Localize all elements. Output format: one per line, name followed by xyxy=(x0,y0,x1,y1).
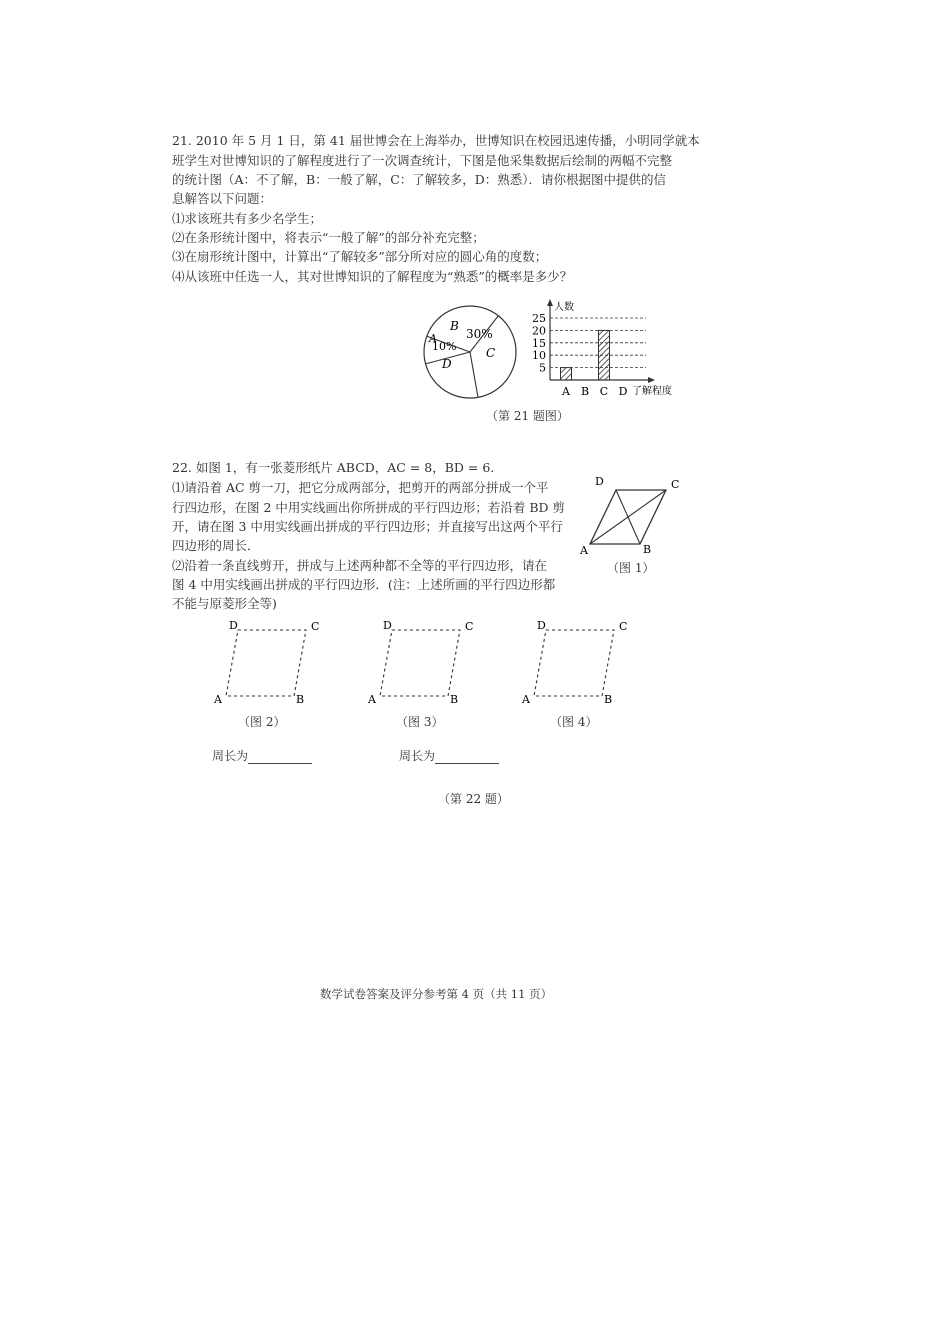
fig4-label-b: B xyxy=(604,693,613,706)
dashed-parallelogram xyxy=(226,630,306,696)
fig4-caption: （图 4） xyxy=(550,715,598,729)
fig3-caption: （图 3） xyxy=(396,715,444,729)
fig3-label-a: A xyxy=(368,693,376,706)
fig1-label-d: D xyxy=(595,475,604,488)
bar-a xyxy=(561,368,572,380)
y-tick-labels xyxy=(532,312,546,375)
q21-line: 的统计图（A：不了解，B：一般了解，C：了解较多，D：熟悉）．请你根据图中提供的信 xyxy=(172,172,667,187)
y-tick-label: 5 xyxy=(539,361,546,375)
fig3-label-c: C xyxy=(465,620,474,633)
dashed-parallelogram xyxy=(534,630,614,696)
y-tick-label: 25 xyxy=(532,312,546,325)
q21-line: ⑵在条形统计图中，将表示“一般了解”的部分补充完整； xyxy=(172,230,485,245)
x-tick-label: C xyxy=(599,385,609,398)
fig1-caption: （图 1） xyxy=(607,561,655,575)
x-tick-labels xyxy=(561,385,628,398)
q22-caption: （第 22 题） xyxy=(438,792,509,806)
fig3-label-d: D xyxy=(383,619,392,632)
q21-caption: （第 21 题图） xyxy=(486,409,569,423)
q22-line: 不能与原菱形全等) xyxy=(172,596,277,611)
q22-line: 四边形的周长． xyxy=(172,538,260,553)
x-tick-label: B xyxy=(580,385,590,398)
x-axis-arrow xyxy=(648,377,655,383)
q22-line: ⑵沿着一条直线剪开，拼成与上述两种都不全等的平行四边形，请在 xyxy=(172,558,548,573)
q21-line: 班学生对世博知识的了解程度进行了一次调查统计，下图是他采集数据后绘制的两幅不完整 xyxy=(172,153,673,168)
perimeter-blank[interactable] xyxy=(435,751,499,764)
perimeter-label: 周长为 xyxy=(212,749,249,763)
pie-label-d: D xyxy=(442,357,452,371)
q21-line: 息解答以下问题： xyxy=(172,191,273,206)
pie-divider xyxy=(470,352,478,397)
fig4-parallelogram xyxy=(520,616,640,706)
q22-line: 行四边形，在图 2 中用实线画出你所拼成的平行四边形；若沿着 BD 剪 xyxy=(172,500,566,515)
x-tick-label: D xyxy=(618,385,628,398)
fig1-rhombus xyxy=(578,472,688,556)
q22-line: 22. 如图 1，有一张菱形纸片 ABCD，AC = 8，BD = 6． xyxy=(172,460,503,475)
q21-line: ⑷从该班中任选一人，其对世博知识的了解程度为“熟悉”的概率是多少？ xyxy=(172,269,573,284)
fig2-parallelogram xyxy=(212,616,332,706)
fig3-label-b: B xyxy=(450,693,459,706)
y-axis-arrow xyxy=(547,299,553,306)
diagonal-bd xyxy=(616,490,640,544)
q22-line: 开，请在图 3 中用实线画出拼成的平行四边形；并直接写出这两个平行 xyxy=(172,519,563,534)
pie-value-b: 30% xyxy=(466,327,493,341)
pie-chart xyxy=(418,300,528,410)
pie-label-b: B xyxy=(450,319,459,333)
fig1-label-a: A xyxy=(580,544,588,556)
q21-line: 21. 2010 年 5 月 1 日，第 41 届世博会在上海举办，世博知识在校园迅速传播，小明同学就本 xyxy=(172,133,700,148)
fig4-label-a: A xyxy=(522,693,530,706)
page-footer: 数学试卷答案及评分参考第 4 页（共 11 页） xyxy=(320,987,553,1001)
fig1-label-c: C xyxy=(671,478,680,491)
pie-label-a: A xyxy=(429,332,437,345)
bar-c xyxy=(599,330,610,380)
perimeter-label: 周长为 xyxy=(399,749,436,763)
fig2-label-d: D xyxy=(229,619,238,632)
pie-value-a: 10% xyxy=(432,340,457,353)
y-axis-label: 人数 xyxy=(554,302,574,313)
pie-label-c: C xyxy=(486,346,496,360)
q21-line: ⑶在扇形统计图中，计算出“了解较多”部分所对应的圆心角的度数； xyxy=(172,249,548,264)
q21-line: ⑴求该班共有多少名学生； xyxy=(172,211,323,226)
x-tick-label: A xyxy=(562,385,570,398)
fig1-label-b: B xyxy=(643,543,652,556)
fig4-label-d: D xyxy=(537,619,546,632)
perimeter-row-1 xyxy=(212,747,312,764)
y-tick-label: 20 xyxy=(532,324,546,338)
fig2-caption: （图 2） xyxy=(238,715,286,729)
q22-line: 图 4 中用实线画出拼成的平行四边形．(注：上述所画的平行四边形都 xyxy=(172,577,556,592)
x-axis-label: 了解程度 xyxy=(632,386,672,397)
perimeter-row-2 xyxy=(399,747,499,764)
y-tick-label: 15 xyxy=(532,336,546,350)
y-tick-label: 10 xyxy=(532,349,546,363)
fig2-label-c: C xyxy=(311,620,320,633)
fig2-label-b: B xyxy=(296,693,305,706)
dashed-parallelogram xyxy=(380,630,460,696)
perimeter-blank[interactable] xyxy=(248,751,312,764)
fig3-parallelogram xyxy=(366,616,486,706)
fig2-label-a: A xyxy=(214,693,222,706)
q22-line: ⑴请沿着 AC 剪一刀，把它分成两部分，把剪开的两部分拼成一个平 xyxy=(172,480,549,495)
fig4-label-c: C xyxy=(619,620,628,633)
bar-chart xyxy=(524,296,684,402)
